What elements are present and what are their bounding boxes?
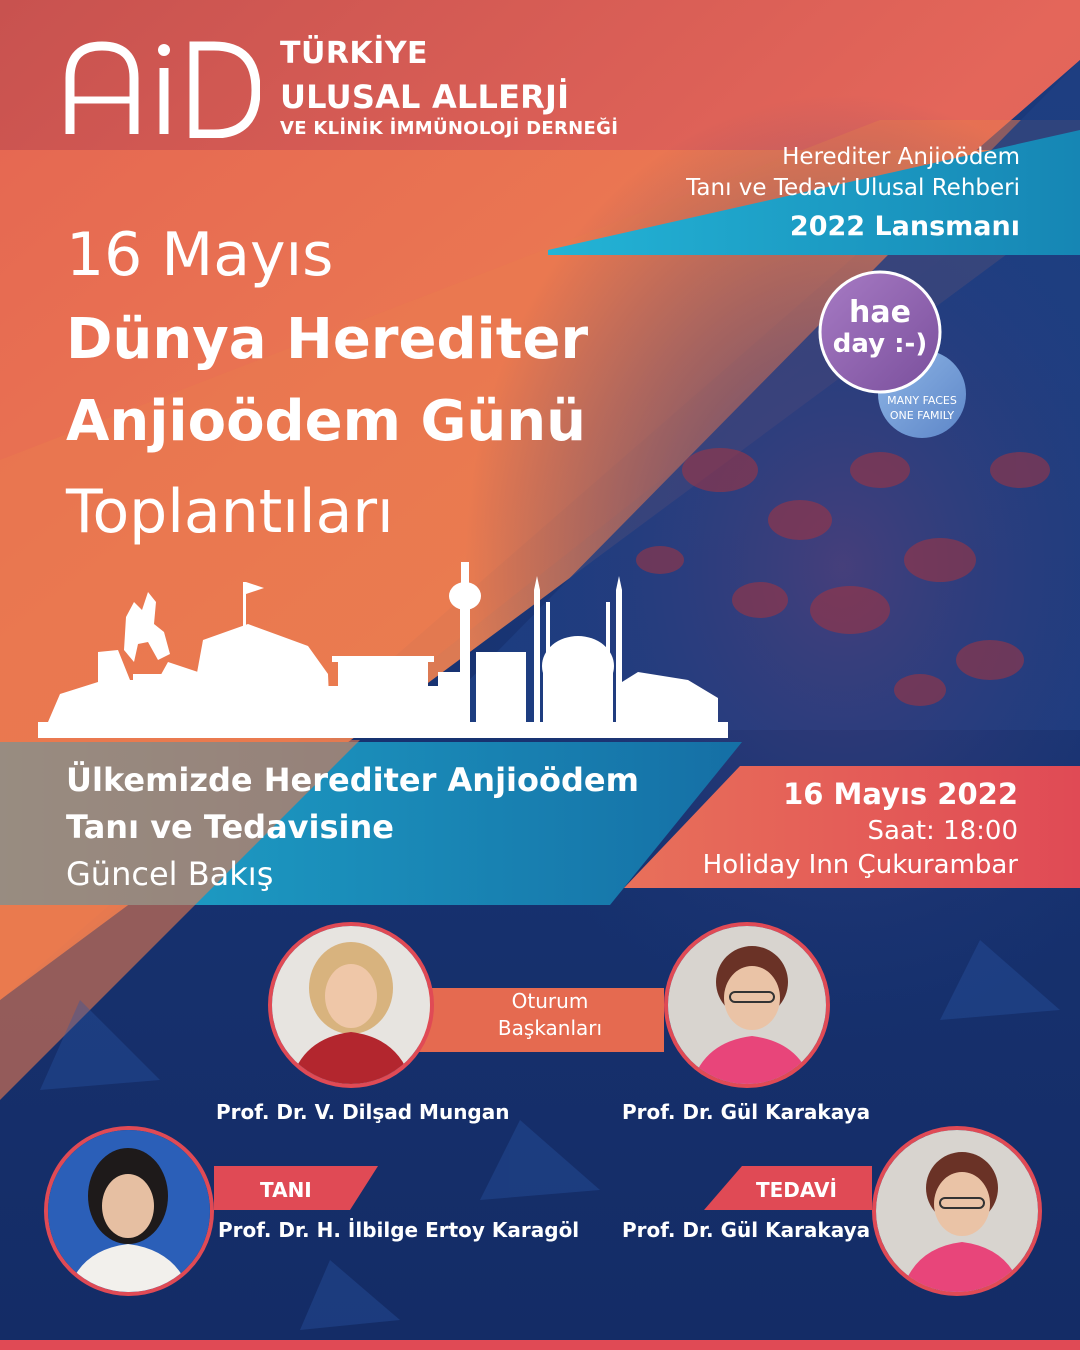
event-time: Saat: 18:00 xyxy=(867,816,1018,846)
session-label-line1: Oturum xyxy=(511,989,589,1013)
title-subtitle: Toplantıları xyxy=(66,477,394,547)
tedavi-speaker-name: Prof. Dr. Gül Karakaya xyxy=(622,1218,871,1242)
org-name-line2: ULUSAL ALLERJİ xyxy=(280,78,570,116)
tani-speaker-name: Prof. Dr. H. İlbilge Ertoy Karagöl xyxy=(218,1218,580,1242)
hae-tagline1: MANY FACES xyxy=(887,394,957,407)
event-details xyxy=(703,774,1018,882)
org-name-line3: VE KLİNİK İMMÜNOLOJİ DERNEĞİ xyxy=(280,118,619,139)
title-main-line2: Anjioödem Günü xyxy=(66,389,587,454)
chair1-photo xyxy=(268,922,434,1088)
topic-line1: Ülkemizde Herediter Anjioödem xyxy=(66,761,639,799)
title-date: 16 Mayıs xyxy=(66,220,334,290)
hae-word1: hae xyxy=(849,295,911,330)
title-main-line1: Dünya Herediter xyxy=(66,307,589,372)
tani-speaker-photo xyxy=(44,1126,214,1296)
chair1-name: Prof. Dr. V. Dilşad Mungan xyxy=(216,1100,510,1124)
session-chairs-label xyxy=(470,988,630,1042)
topic-line2: Tanı ve Tedavisine xyxy=(66,808,394,846)
hae-tagline2: ONE FAMILY xyxy=(889,409,955,422)
launch-line1: Herediter Anjioödem xyxy=(782,144,1020,170)
tedavi-tag: TEDAVİ xyxy=(756,1178,837,1202)
event-venue: Holiday Inn Çukurambar xyxy=(702,850,1018,880)
launch-line2: Tanı ve Tedavi Ulusal Rehberi xyxy=(686,175,1020,201)
guideline-launch xyxy=(686,142,1020,250)
topic-line3: Güncel Bakış xyxy=(66,855,274,893)
session-label-line2: Başkanları xyxy=(497,1016,603,1040)
chair2-photo xyxy=(664,922,830,1088)
chair2-name: Prof. Dr. Gül Karakaya xyxy=(622,1100,871,1124)
event-date: 16 Mayıs 2022 xyxy=(783,777,1018,811)
aid-logo-icon xyxy=(64,38,260,138)
ankara-skyline-icon xyxy=(38,562,728,738)
tani-tag: TANI xyxy=(260,1178,312,1202)
org-name-line1: TÜRKİYE xyxy=(280,36,429,71)
tedavi-speaker-photo xyxy=(872,1126,1042,1296)
hae-day-logo xyxy=(818,270,970,440)
launch-line3: 2022 Lansmanı xyxy=(789,211,1020,242)
hae-word2: day :-) xyxy=(832,329,928,359)
